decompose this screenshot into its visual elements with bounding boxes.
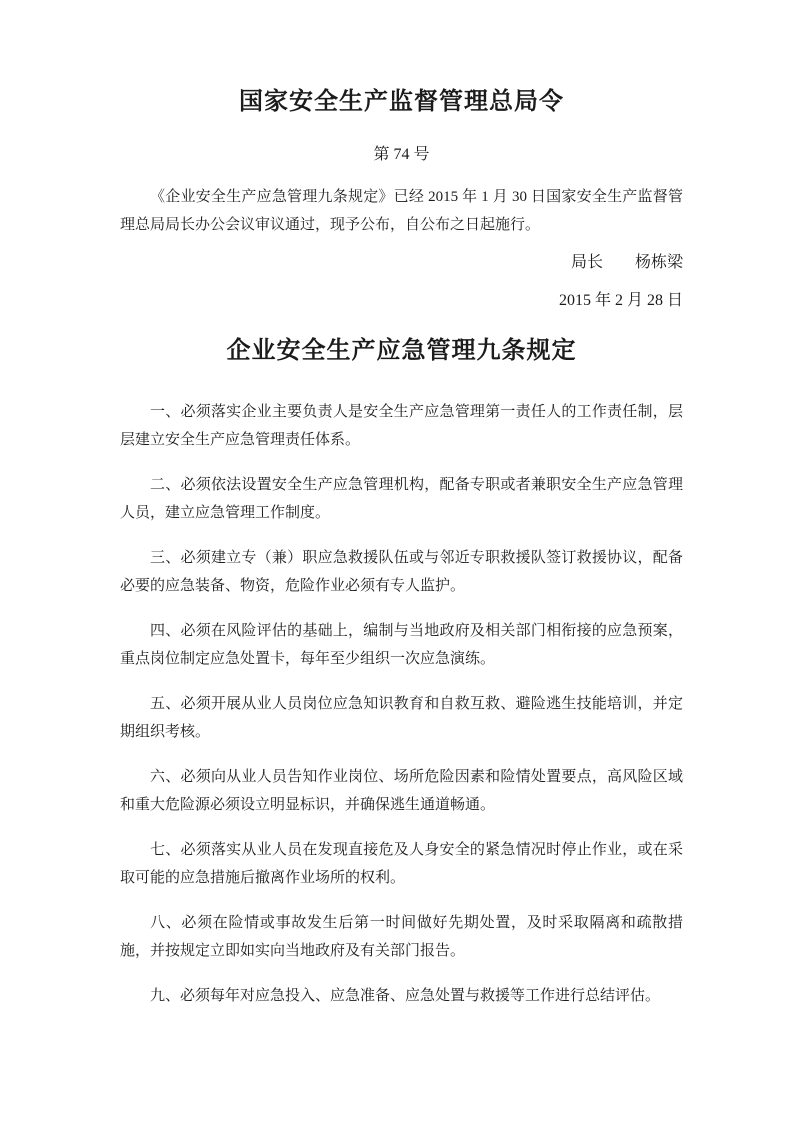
regulation-item-5: 五、必须开展从业人员岗位应急知识教育和自救互救、避险逃生技能培训，并定期组织考核。	[120, 696, 683, 740]
regulation-item-7: 七、必须落实从业人员在发现直接危及人身安全的紧急情况时停止作业，或在采取可能的应急措施后撤离作业场所的权利。	[120, 842, 683, 886]
signer-title: 局长	[570, 254, 603, 271]
order-number: 第 74 号	[373, 146, 430, 163]
regulation-item-1: 一、必须落实企业主要负责人是安全生产应急管理第一责任人的工作责任制，层层建立安全生产应急管理责任体系。	[120, 404, 683, 448]
promulgation-date: 2015 年 2 月 28 日	[558, 292, 683, 309]
regulation-item-3: 三、必须建立专（兼）职应急救援队伍或与邻近专职救援队签订救援协议，配备必要的应急装备、物资，危险作业必须有专人监护。	[120, 550, 683, 594]
signer-name: 杨栋梁	[634, 254, 683, 271]
regulation-item-4: 四、必须在风险评估的基础上，编制与当地政府及相关部门相衔接的应急预案，重点岗位制定应急处置卡，每年至少组织一次应急演练。	[120, 623, 683, 667]
decree-title: 国家安全生产监督管理总局令	[239, 89, 564, 115]
regulation-section-title: 企业安全生产应急管理九条规定	[226, 338, 577, 364]
signature-line	[120, 249, 683, 277]
regulation-item-8: 八、必须在险情或事故发生后第一时间做好先期处置，及时采取隔离和疏散措施，并按规定立即如实向当地政府及有关部门报告。	[120, 915, 683, 959]
regulation-items	[120, 398, 683, 1010]
promulgation-paragraph: 《企业安全生产应急管理九条规定》已经 2015 年 1 月 30 日国家安全生产监督管理总局局长办公会议审议通过，现予公布，自公布之日起施行。	[120, 189, 683, 233]
regulation-item-9: 九、必须每年对应急投入、应急准备、应急处置与救援等工作进行总结评估。	[150, 988, 661, 1004]
regulation-item-2: 二、必须依法设置安全生产应急管理机构，配备专职或者兼职安全生产应急管理人员，建立应急管理工作制度。	[120, 477, 683, 521]
regulation-item-6: 六、必须向从业人员告知作业岗位、场所危险因素和险情处置要点，高风险区域和重大危险源必须设立明显标识，并确保逃生通道畅通。	[120, 769, 683, 813]
